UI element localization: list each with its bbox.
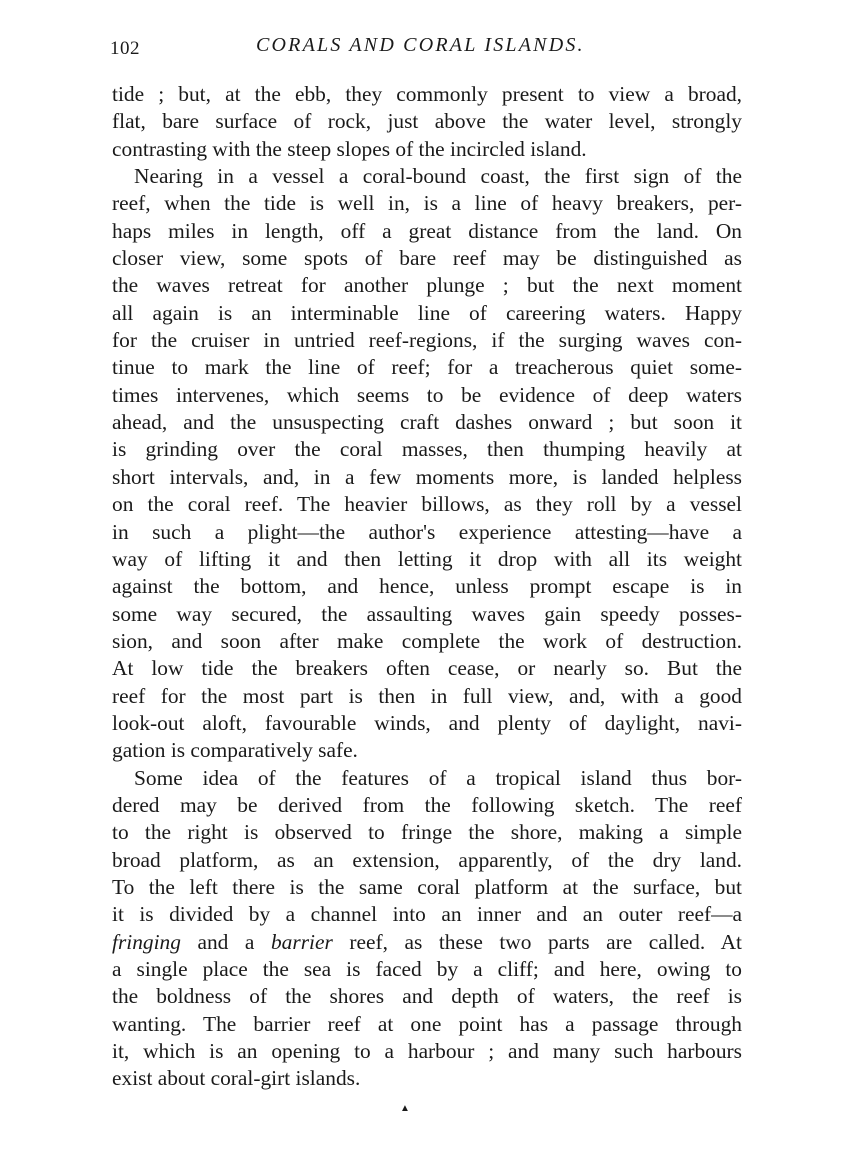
running-title: CORALS AND CORAL ISLANDS. bbox=[256, 34, 585, 56]
text-line: haps miles in length, off a great distance from the land. On bbox=[112, 218, 742, 243]
text-line: some way secured, the assaulting waves gain speedy posses- bbox=[112, 601, 742, 626]
body-text bbox=[112, 81, 742, 1093]
paragraph-start-line: Nearing in a vessel a coral-bound coast, the first sign of the bbox=[134, 164, 742, 189]
text-line: At low tide the breakers often cease, or nearly so. But the bbox=[112, 656, 742, 681]
text-line: the boldness of the shores and depth of waters, the reef is bbox=[112, 984, 742, 1009]
text-line: sion, and soon after make complete the work of destruction. bbox=[112, 628, 742, 653]
text-line: short intervals, and, in a few moments more, is landed helpless bbox=[112, 464, 742, 489]
text-fragment: reef, as these two parts are called. At bbox=[332, 929, 742, 954]
text-line: all again is an interminable line of careering waters. Happy bbox=[112, 300, 742, 325]
text-line: reef for the most part is then in full view, and, with a good bbox=[112, 683, 742, 708]
text-line: a single place the sea is faced by a cliff; and here, owing to bbox=[112, 957, 742, 981]
text-line: closer view, some spots of bare reef may be distinguished as bbox=[112, 246, 742, 271]
text-line: dered may be derived from the following sketch. The reef bbox=[112, 792, 742, 817]
text-line: for the cruiser in untried reef-regions, if the surging waves con- bbox=[112, 328, 742, 353]
text-line: To the left there is the same coral platform at the surface, but bbox=[112, 874, 742, 899]
text-line: flat, bare surface of rock, just above the water level, strongly bbox=[112, 109, 742, 134]
text-line: broad platform, as an extension, apparently, of the dry land. bbox=[112, 847, 742, 872]
page-number: 102 bbox=[110, 38, 140, 59]
text-line: is grinding over the coral masses, then thumping heavily at bbox=[112, 437, 742, 462]
text-line: gation is comparatively safe. bbox=[112, 738, 358, 763]
end-mark-icon: ▲ bbox=[400, 1103, 410, 1114]
text-line: ahead, and the unsuspecting craft dashes onward ; but soon it bbox=[112, 410, 742, 435]
text-line: it, which is an opening to a harbour ; and many such harbours bbox=[112, 1039, 742, 1064]
text-line: look-out aloft, favourable winds, and plenty of daylight, navi- bbox=[112, 710, 742, 735]
running-head bbox=[110, 34, 740, 60]
italic-term-barrier: barrier bbox=[270, 929, 333, 954]
text-fragment: and a bbox=[180, 929, 271, 954]
text-line: it is divided by a channel into an inner and an outer reef—a bbox=[112, 902, 742, 927]
paragraph-start-line: Some idea of the features of a tropical island thus bor- bbox=[134, 765, 742, 790]
text-line: on the coral reef. The heavier billows, as they roll by a vessel bbox=[112, 492, 742, 517]
text-line: wanting. The barrier reef at one point has a passage through bbox=[112, 1011, 742, 1036]
text-line: in such a plight—the author's experience attesting—have a bbox=[112, 519, 742, 544]
text-line: exist about coral-girt islands. bbox=[112, 1066, 361, 1091]
text-line: to the right is observed to fringe the shore, making a simple bbox=[112, 820, 742, 845]
text-line: the waves retreat for another plunge ; but the next moment bbox=[112, 273, 742, 298]
text-line: reef, when the tide is well in, is a line of heavy breakers, per- bbox=[112, 191, 742, 216]
text-line: tide ; but, at the ebb, they commonly present to view a broad, bbox=[112, 82, 742, 106]
text-line-italic-terms bbox=[112, 929, 742, 956]
text-line: tinue to mark the line of reef; for a treacherous quiet some- bbox=[112, 355, 742, 380]
italic-term-fringing: fringing bbox=[112, 929, 181, 954]
text-line: against the bottom, and hence, unless prompt escape is in bbox=[112, 574, 742, 599]
text-line: times intervenes, which seems to be evidence of deep waters bbox=[112, 382, 742, 407]
text-line: contrasting with the steep slopes of the incircled island. bbox=[112, 136, 587, 161]
text-line: way of lifting it and then letting it drop with all its weight bbox=[112, 546, 742, 571]
